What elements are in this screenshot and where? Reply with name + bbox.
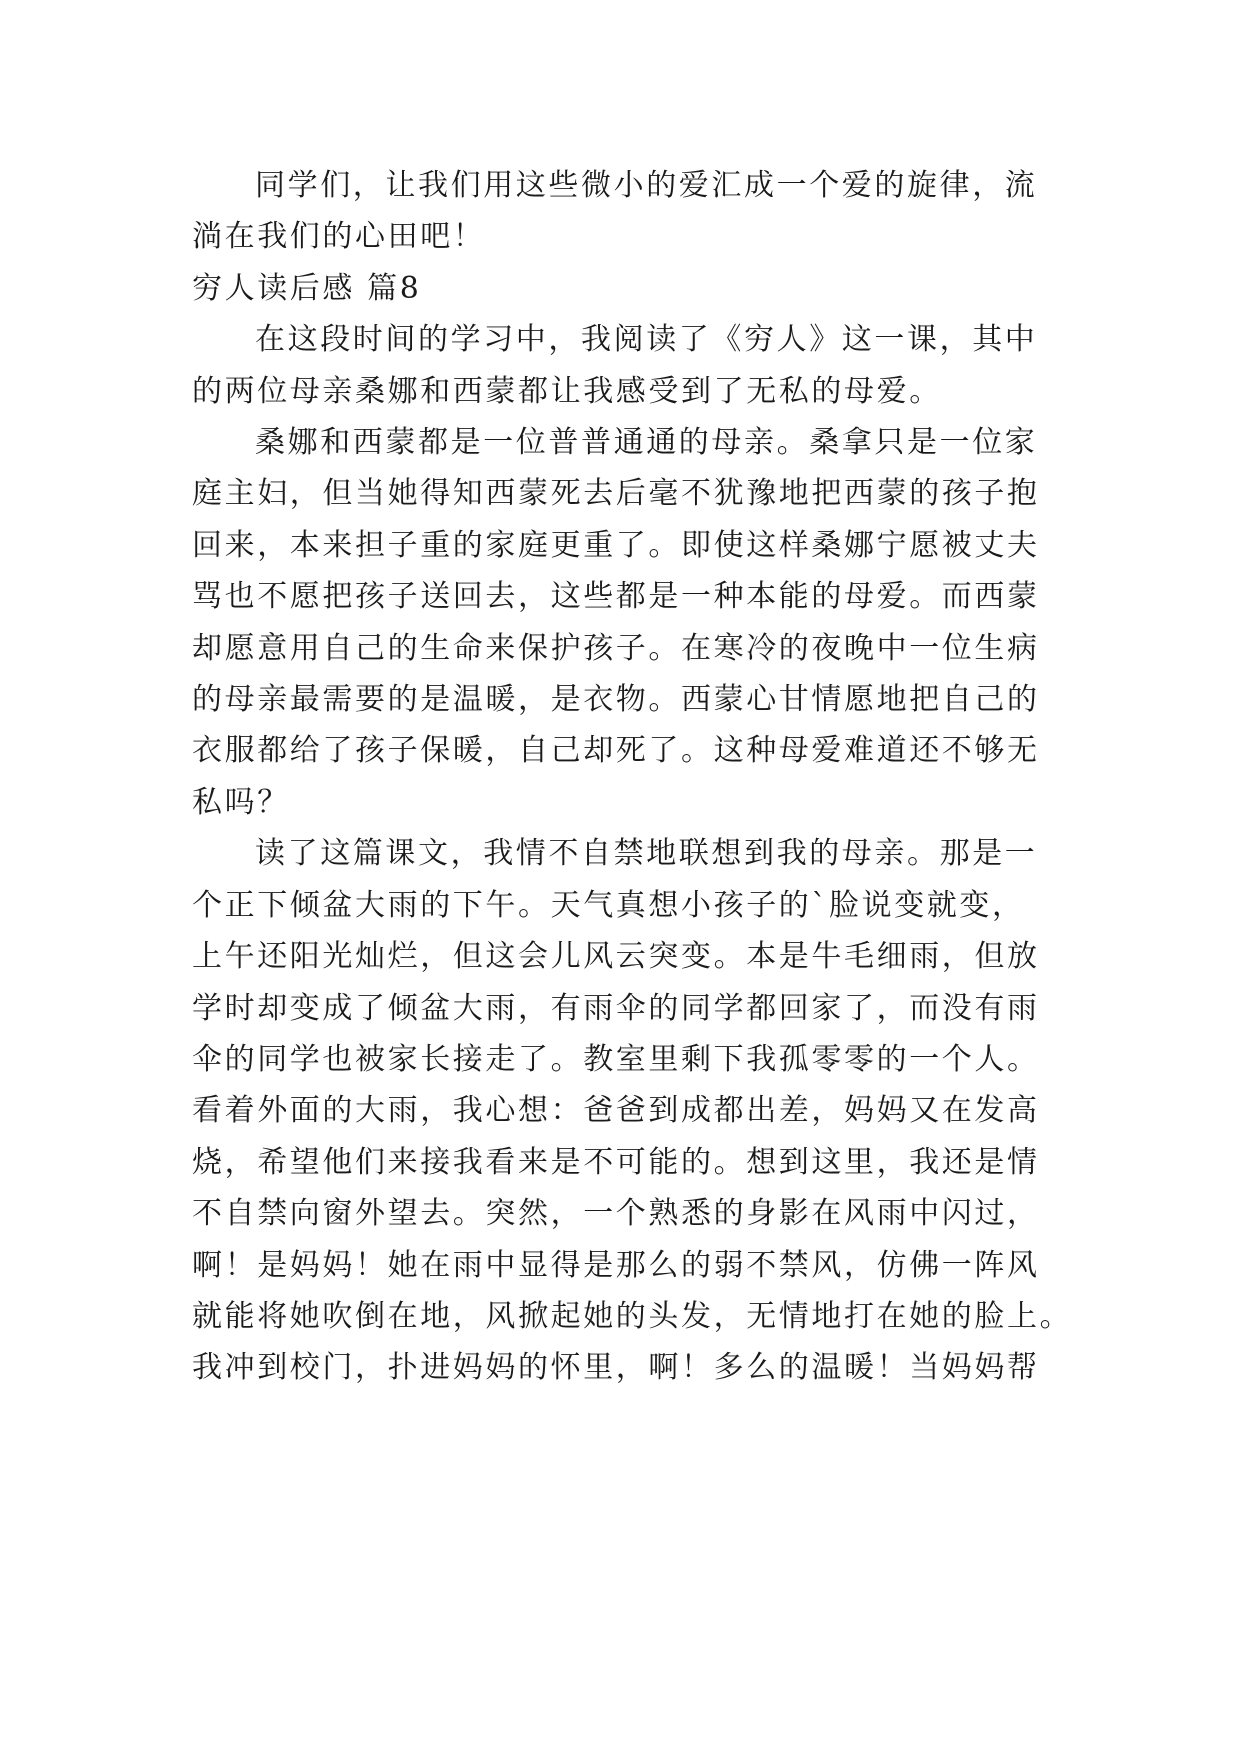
text-line: 同学们，让我们用这些微小的爱汇成一个爱的旋律，流 (255, 168, 1038, 203)
text-line: 却愿意用自己的生命来保护孩子。在寒冷的夜晚中一位生病 (192, 630, 1040, 666)
text-line: 个正下倾盆大雨的下午。天气真想小孩子的`脸说变就变， (192, 887, 1025, 923)
text-line: 衣服都给了孩子保暖，自己却死了。这种母爱难道还不够无 (192, 733, 1040, 769)
text-line: 淌在我们的心田吧！ (192, 219, 486, 255)
text-line: 啊！是妈妈！她在雨中显得是那么的弱不禁风，仿佛一阵风 (192, 1247, 1040, 1283)
text-line: 在这段时间的学习中，我阅读了《穷人》这一课，其中 (255, 322, 1038, 358)
text-line: 上午还阳光灿烂，但这会儿风云突变。本是牛毛细雨，但放 (192, 939, 1040, 975)
text-line: 读了这篇课文，我情不自禁地联想到我的母亲。那是一 (255, 836, 1038, 872)
text-line: 的母亲最需要的是温暖，是衣物。西蒙心甘情愿地把自己的 (192, 682, 1040, 718)
text-line: 学时却变成了倾盆大雨，有雨伞的同学都回家了，而没有雨 (192, 990, 1040, 1026)
text-column (192, 160, 1073, 1394)
text-line: 庭主妇，但当她得知西蒙死去后毫不犹豫地把西蒙的孩子抱 (192, 476, 1040, 512)
text-line: 不自禁向窗外望去。突然，一个熟悉的身影在风雨中闪过， (192, 1196, 1040, 1232)
text-line: 伞的同学也被家长接走了。教室里剩下我孤零零的一个人。 (192, 1041, 1040, 1077)
text-line: 我冲到校门，扑进妈妈的怀里，啊！多么的温暖！当妈妈帮 (192, 1350, 1040, 1386)
paragraph-mothers (192, 417, 1060, 828)
text-line: 烧，希望他们来接我看来是不可能的。想到这里，我还是情 (192, 1144, 1040, 1180)
text-line: 的两位母亲桑娜和西蒙都让我感受到了无私的母爱。 (192, 373, 942, 409)
paragraph-memory (192, 828, 1073, 1393)
text-line: 回来，本来担子重的家庭更重了。即使这样桑娜宁愿被丈夫 (192, 527, 1040, 563)
paragraph-closing (192, 160, 1060, 263)
text-line: 桑娜和西蒙都是一位普普通通的母亲。桑拿只是一位家 (255, 425, 1038, 461)
text-line: 看着外面的大雨，我心想：爸爸到成都出差，妈妈又在发高 (192, 1093, 1040, 1129)
text-line: 骂也不愿把孩子送回去，这些都是一种本能的母爱。而西蒙 (192, 579, 1040, 615)
text-line: 就能将她吹倒在地，风掀起她的头发，无情地打在她的脸上。 (192, 1298, 1073, 1334)
text-line: 私吗？ (192, 784, 290, 820)
paragraph-intro (192, 314, 1060, 417)
section-heading: 穷人读后感 篇8 (192, 270, 422, 306)
